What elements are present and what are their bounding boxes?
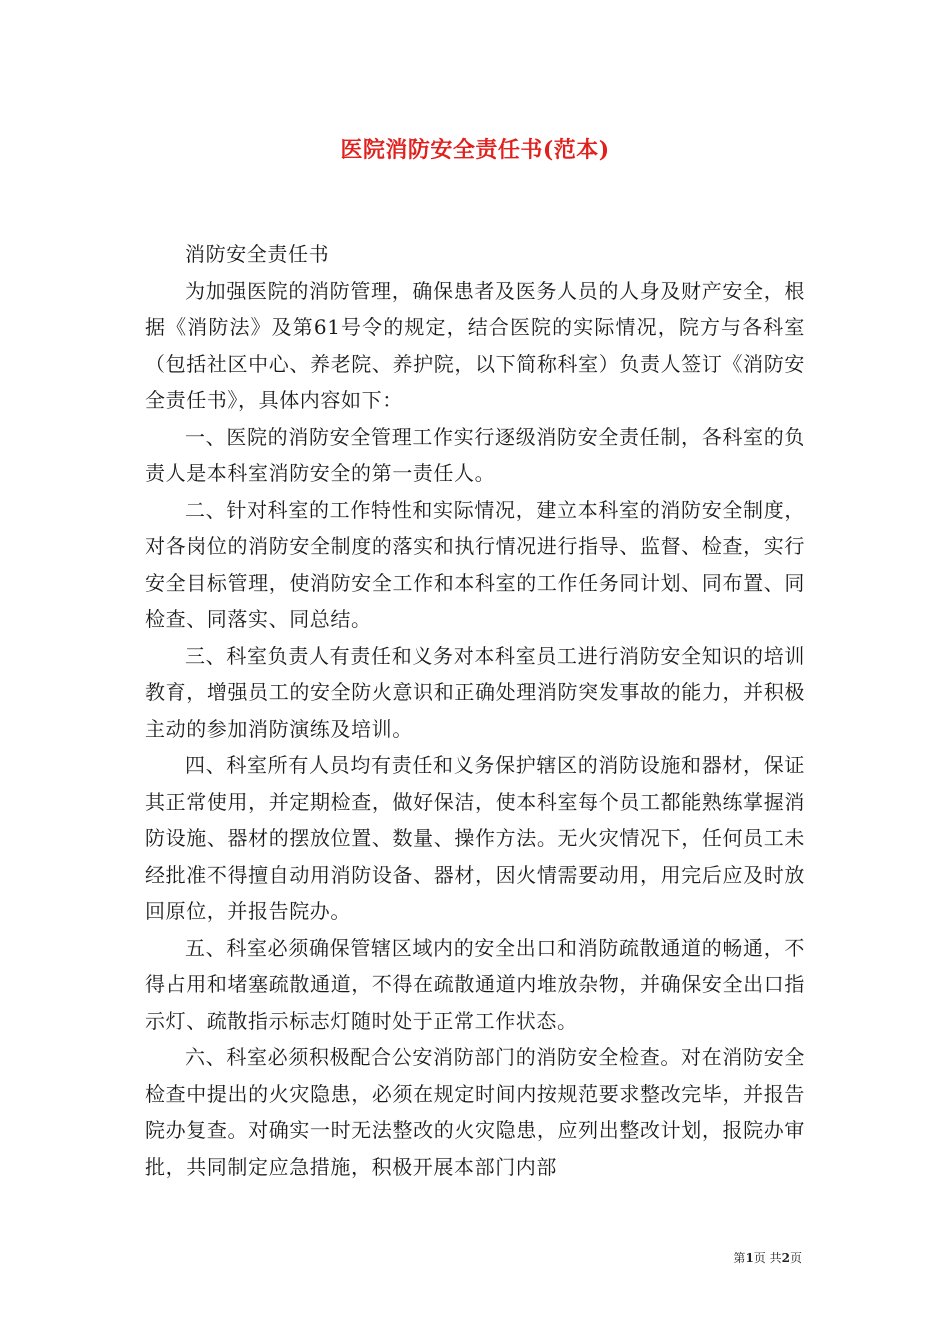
page-number-suffix: 页	[789, 1251, 802, 1265]
page-number	[733, 1249, 802, 1266]
page-number-prefix: 第	[733, 1251, 746, 1265]
paragraph-heading: 消防安全责任书	[185, 242, 330, 266]
paragraph-intro: 为加强医院的消防管理，确保患者及医务人员的人身及财产安全，根据《消防法》及第61号令的规定，结合医院的实际情况，院方与各科室（包括社区中心、养老院、养护院，以下简称科室）负责人签订《消防安全责任书》，具体内容如下：	[145, 278, 805, 412]
paragraph-clause-3: 三、科室负责人有责任和义务对本科室员工进行消防安全知识的培训教育，增强员工的安全防火意识和正确处理消防突发事故的能力，并积极主动的参加消防演练及培训。	[145, 643, 805, 741]
paragraph-clause-1: 一、医院的消防安全管理工作实行逐级消防安全责任制，各科室的负责人是本科室消防安全的第一责任人。	[145, 424, 805, 485]
paragraph-clause-6: 六、科室必须积极配合公安消防部门的消防安全检查。对在消防安全检查中提出的火灾隐患，必须在规定时间内按规范要求整改完毕，并报告院办复查。对确实一时无法整改的火灾隐患，应列出整改计划，报院办审批，共同制定应急措施，积极开展本部门内部	[145, 1045, 805, 1179]
page-number-current: 1	[745, 1251, 754, 1265]
paragraph-clause-4: 四、科室所有人员均有责任和义务保护辖区的消防设施和器材，保证其正常使用，并定期检查，做好保洁，使本科室每个员工都能熟练掌握消防设施、器材的摆放位置、数量、操作方法。无火灾情况下，任何员工未经批准不得擅自动用消防设备、器材，因火情需要动用，用完后应及时放回原位，并报告院办。	[145, 753, 805, 923]
page-number-total: 2	[781, 1251, 790, 1265]
paragraph-clause-5: 五、科室必须确保管辖区域内的安全出口和消防疏散通道的畅通，不得占用和堵塞疏散通道，不得在疏散通道内堆放杂物，并确保安全出口指示灯、疏散指示标志灯随时处于正常工作状态。	[145, 935, 805, 1033]
document-body	[145, 236, 805, 1185]
paragraph-clause-2: 二、针对科室的工作特性和实际情况，建立本科室的消防安全制度，对各岗位的消防安全制度的落实和执行情况进行指导、监督、检查，实行安全目标管理，使消防安全工作和本科室的工作任务同计划、同布置、同检查、同落实、同总结。	[145, 497, 805, 631]
page-number-middle: 页 共	[753, 1251, 782, 1265]
document-title: 医院消防安全责任书(范本)	[340, 137, 610, 163]
